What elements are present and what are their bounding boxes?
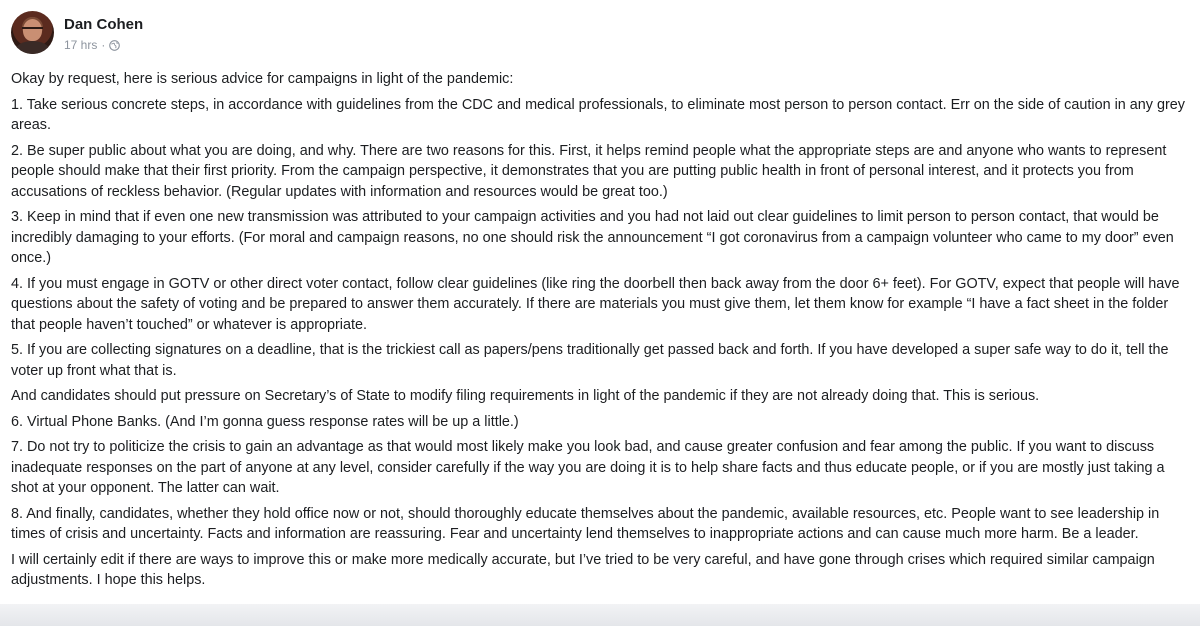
post-paragraph-3: 3. Keep in mind that if even one new transmission was attributed to your campaign activities and you had not laid out clear guidelines to limit person to person contact, that would be incredibly damaging to your efforts. (For moral and campaign reasons, no one should risk the announcement “I got coronavirus from a campaign volunteer who came to my door” even once.) (11, 209, 1174, 266)
bottom-divider (0, 604, 1200, 626)
post-paragraph-6: 6. Virtual Phone Banks. (And I’m gonna guess response rates will be up a little.) (11, 413, 519, 430)
post-paragraph-5: 5. If you are collecting signatures on a deadline, that is the trickiest call as papers/pens traditionally get passed back and forth. If you have developed a super safe way to do it, tell the voter up front what that is. (11, 342, 1169, 379)
post-meta (64, 16, 143, 53)
post-paragraph-1: 1. Take serious concrete steps, in accordance with guidelines from the CDC and medical professionals, to eliminate most person to person contact. Err on the side of caution in any grey areas. (11, 96, 1185, 133)
post-header (11, 11, 143, 55)
post-paragraph-8: 8. And finally, candidates, whether they hold office now or not, should thoroughly educate themselves about the pandemic, available resources, etc. People want to see leadership in times of crisis and uncertainty. Facts and information are reassuring. Fear and uncertainty lend themselves to inappropriate actions and can cause much more harm. Be a leader. (11, 505, 1160, 542)
post-paragraph-7: 7. Do not try to politicize the crisis to gain an advantage as that would most likely make you look bad, and cause greater confusion and fear among the public. If you want to discuss inadequate responses on the part of anyone at any level, consider carefully if the way you are doing it is to help share facts and thus educate people, or if you are mostly just taking a shot at your opponent. The latter can wait. (11, 439, 1165, 496)
post-paragraph-4: 4. If you must engage in GOTV or other direct voter contact, follow clear guidelines (like ring the doorbell then back away from the door 6+ feet). For GOTV, expect that people will have questions about the safety of voting and be prepared to answer them accurately. If there are materials you must give them, let them know for example “I have a fact sheet in the folder that people haven’t touched” or whatever is appropriate. (11, 275, 1180, 333)
post-timestamp[interactable]: 17 hrs (64, 38, 98, 52)
globe-icon[interactable] (109, 40, 120, 51)
post-body (11, 69, 1191, 596)
post-paragraph-closing: I will certainly edit if there are ways to improve this or make more medically accurate, but I’ve tried to be very careful, and have gone through crises which required similar campaign adjustments. I hope this helps. (11, 551, 1155, 588)
post-paragraph-intro: Okay by request, here is serious advice for campaigns in light of the pandemic: (11, 71, 514, 87)
author-name[interactable]: Dan Cohen (64, 16, 144, 33)
post-subline (64, 37, 143, 53)
post-paragraph-2: 2. Be super public about what you are doing, and why. There are two reasons for this. First, it helps remind people what the appropriate steps are and anyone who wants to represent people should make that their first priority. From the campaign perspective, it demonstrates that you are putting public health in front of personal interest, and it protects you from accusations of reckless behavior. (Regular updates with information and resources would be great too.) (11, 142, 1167, 200)
post-paragraph-candidates: And candidates should put pressure on Secretary’s of State to modify filing requirements in light of the pandemic if they are not already doing that. This is serious. (11, 388, 1040, 404)
avatar[interactable] (11, 11, 54, 54)
separator-dot: · (101, 38, 106, 52)
